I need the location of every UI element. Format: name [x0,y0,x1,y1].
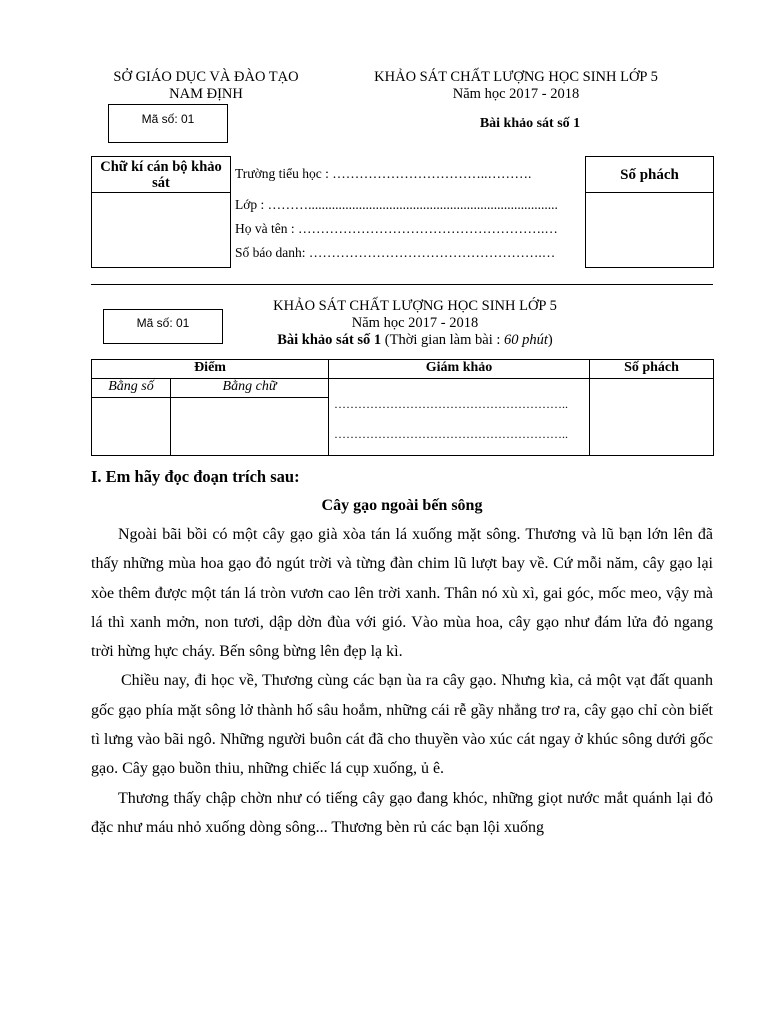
score-table [91,359,714,456]
code-box [108,104,228,143]
second-code-label: Mã số: 01 [136,316,190,330]
candidate-number-field[interactable]: Số báo danh: …………………………………………….… [235,245,556,260]
secret-number-box [585,156,714,268]
school-field[interactable]: Trường tiểu học : ……………………………..………. [235,166,532,181]
exam-heading [340,69,692,103]
second-exam-title: KHẢO SÁT CHẤT LƯỢNG HỌC SINH LỚP 5 [273,298,557,314]
examiner-cell [329,379,590,456]
secret-number-header: Số phách [590,360,714,379]
examiner-line-1[interactable]: ………………………………………………….. [334,397,569,411]
school-year: Năm học 2017 - 2018 [452,86,580,102]
passage-paragraph: Thương thấy chập chờn như có tiếng cây gạo đang khóc, những giọt nước mắt quánh lại đỏ đặc như máu nhỏ xuống dòng sông... Thương bèn rủ các bạn lội xuống [91,789,713,836]
test-and-time [230,332,600,349]
score-by-number-header: Bằng số [92,379,171,398]
second-school-year: Năm học 2017 - 2018 [351,315,479,331]
time-prefix: (Thời gian làm bài : [381,332,505,348]
passage-paragraph: Ngoài bãi bồi có một cây gạo già xòa tán lá xuống mặt sông. Thương và lũ bạn lớn lên đã thấy những mùa hoa gạo đỏ ngút trời và từng đàn chim lũ lượt bay về. Cứ mỗi năm, cây gạo lại xòe thêm được một tán lá tròn vươn cao lên trời xanh. Thân nó xù xì, gai góc, mốc meo, vậy mà lá thì xanh mởn, non tươi, dập dờn đùa với gió. Vào mùa hoa, cây gạo như đám lửa đỏ ngang trời hừng hực cháy. Bến sông bừng lên đẹp lạ kì. [91,526,713,661]
second-exam-heading [230,298,600,349]
score-header: Điểm [92,360,329,379]
second-test-label: Bài khảo sát số 1 [277,332,382,348]
secret-number-label: Số phách [586,157,713,193]
code-label: Mã số: 01 [141,112,195,126]
examiner-line-2[interactable]: ………………………………………………….. [334,427,569,441]
department-heading [90,69,322,103]
signature-box [91,156,231,268]
second-code-box [103,309,223,344]
exam-title: KHẢO SÁT CHẤT LƯỢNG HỌC SINH LỚP 5 [374,69,658,85]
secret-number-cell [590,379,714,456]
score-by-words-cell[interactable] [171,398,329,456]
test-label: Bài khảo sát số 1 [479,116,581,131]
student-info [235,166,558,269]
section-heading: I. Em hãy đọc đoạn trích sau: [91,467,300,486]
class-field[interactable]: Lớp : ……….......................................................................... [235,197,558,212]
cut-line [91,284,713,285]
story-title: Cây gạo ngoài bến sông [321,497,483,514]
signature-label: Chữ kí cán bộ khảo sát [92,157,230,193]
full-name-field[interactable]: Họ và tên : ……………………………………………….… [235,221,558,236]
passage-paragraph: Chiều nay, đi học về, Thương cùng các bạn ùa ra cây gạo. Nhưng kìa, cả một vạt đất quanh gốc gạo phía mặt sông lở thành hố sâu hoắm, những cái rễ gầy nhẳng trơ ra, cây gạo chỉ còn biết tì lưng vào bãi ngô. Những người buôn cát đã cho thuyền vào xúc cát ngay ở khúc sông dưới gốc gạo. Cây gạo buồn thiu, những chiếc lá cụp xuống, ủ ê. [91,672,713,778]
department-name: SỞ GIÁO DỤC VÀ ĐÀO TẠO [113,69,299,85]
province-name: NAM ĐỊNH [169,86,243,102]
time-suffix: ) [547,332,553,348]
examiner-header: Giám khảo [329,360,590,379]
passage [91,520,713,842]
score-by-words-header: Bằng chữ [171,379,329,398]
time-value: 60 phút [504,332,548,348]
score-by-number-cell[interactable] [92,398,171,456]
